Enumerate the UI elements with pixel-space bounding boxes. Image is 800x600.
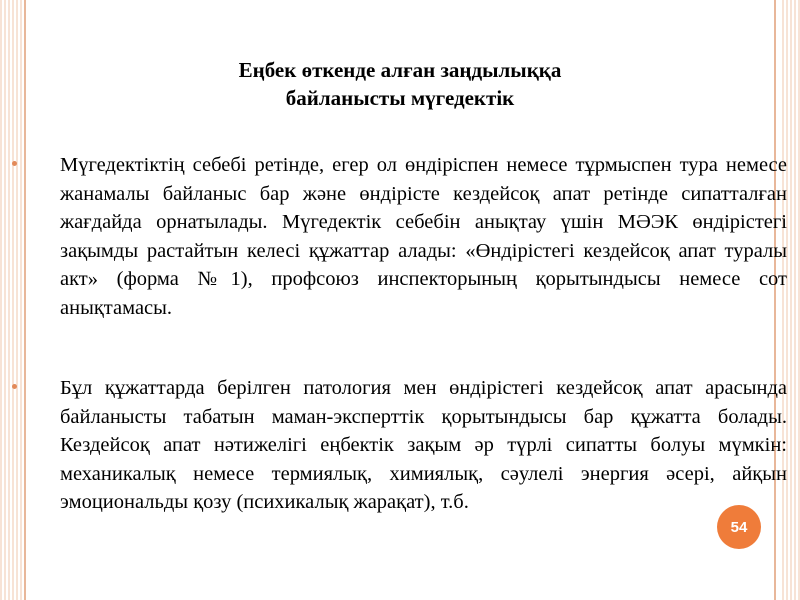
bullet-dot-icon [12,161,17,166]
slide-title-line-1: Еңбек өткенде алған заңдылыққа [238,58,562,82]
slide-title [0,56,800,112]
bullet-wrap-1 [12,151,787,322]
bullet-paragraph-1: Мүгедектіктің себебі ретінде, егер ол өндіріспен немесе тұрмыспен тура немесе жанамалы байланыс бар және өндірісте кездейсоқ апат ретінде сипатталған жағдайда орнатылады. Мүгедектік себебін анықтау үшін МӘЭК өндірістегі зақымды растайтын келесі құжаттар алады: «Өндірістегі кездейсоқ апат туралы акт» (форма №1), профсоюз инспекторының қорытындысы немесе сот анықтамасы. [60,154,787,319]
bullet-item-1 [12,151,787,322]
bullet-item-2 [12,374,787,517]
bullet-wrap-2 [12,374,787,517]
page-number-badge: 54 [717,505,761,549]
slide-title-line-2: байланысты мүгедектік [285,86,515,110]
bullet-dot-icon [12,384,17,389]
bullet-paragraph-2: Бұл құжаттарда берілген патология мен өндірістегі кездейсоқ апат арасында байланысты табатын маман-эксперттік қорытындысы бар құжатта болады. Кездейсоқ апат нәтижелігі еңбектік зақым әр түрлі сипатты болуы мүмкін: механикалық немесе термиялық, химиялық, сәулелі энергия әсері, айқын эмоциональды қозу (психикалық жарақат), т.б. [60,377,787,513]
